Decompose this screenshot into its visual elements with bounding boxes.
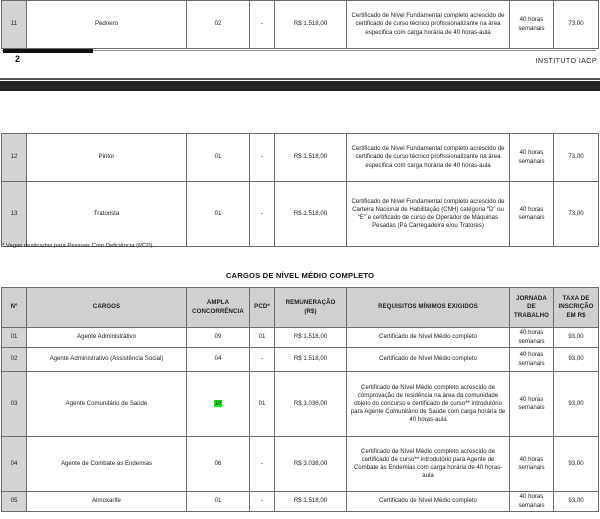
table-header-row xyxy=(2,288,599,328)
page-break-separator xyxy=(0,49,600,92)
header-taxa-line3: EM R$ xyxy=(566,311,586,319)
cell-taxa: 93,00 xyxy=(554,437,599,492)
cell-ampla: 09 xyxy=(187,328,250,348)
cell-taxa: 93,00 xyxy=(554,372,599,437)
cell-num: 11 xyxy=(2,1,27,49)
cell-requisitos: Certificado de Nível Médio completo xyxy=(347,348,510,372)
table-row xyxy=(2,328,599,348)
cell-requisitos: Certificado de Nível Médio completo acrescido de certificado de curso** introdutório para Agente de Combate às Endemias com carga horária de 40 horas-aula xyxy=(347,437,510,492)
header-remuneracao-line2: (R$) xyxy=(304,307,317,315)
header-jornada xyxy=(510,288,554,328)
header-ampla-line1: AMPLA xyxy=(206,299,230,307)
cell-ampla: 02 xyxy=(187,1,250,49)
page-number: 2 xyxy=(15,54,21,64)
institute-label: INSTITUTO IACP xyxy=(535,56,597,65)
header-jornada-line2: DE xyxy=(527,303,536,311)
cell-remuneracao: R$ 1.518,00 xyxy=(275,1,347,49)
cell-remuneracao: R$ 3.036,00 xyxy=(275,437,347,492)
cell-pcd: - xyxy=(250,492,275,512)
header-num: Nº xyxy=(2,288,27,328)
table-row xyxy=(2,134,599,182)
cell-taxa: 93,00 xyxy=(554,492,599,512)
cell-cargo: Pedreiro xyxy=(27,1,187,49)
cell-num: 05 xyxy=(2,492,27,512)
cell-pcd: - xyxy=(250,182,275,247)
cell-cargo: Agente Comunitário de Saúde xyxy=(27,372,187,437)
header-ampla-line2: CONCORRÊNCIA xyxy=(192,307,244,315)
page-footer-tab xyxy=(3,49,93,53)
cell-num: 13 xyxy=(2,182,27,247)
page-divider-thick xyxy=(0,81,600,91)
cell-cargo: Agente Administrativo xyxy=(27,328,187,348)
cell-cargo: Agente de Combate às Endemias xyxy=(27,437,187,492)
cell-pcd: - xyxy=(250,348,275,372)
cell-requisitos: Certificado de Nível Médio completo xyxy=(347,328,510,348)
pcd-footnote: * Vagas destinadas para Pessoas Com Deficiência (PCD). xyxy=(2,243,155,249)
header-remuneracao-line1: REMUNERAÇÃO xyxy=(285,299,336,307)
cell-jornada: 40 horas semanais xyxy=(510,134,554,182)
header-taxa-line1: TAXA DE xyxy=(562,295,590,303)
cell-taxa: 93,00 xyxy=(554,348,599,372)
cell-remuneracao: R$ 1.518,00 xyxy=(275,348,347,372)
cell-remuneracao: R$ 1.518,00 xyxy=(275,328,347,348)
cell-cargo: Almoxarife xyxy=(27,492,187,512)
table-block-fundamental-rows xyxy=(1,133,598,247)
cell-ampla-highlighted xyxy=(187,372,250,437)
cell-num: 04 xyxy=(2,437,27,492)
page-divider-thin xyxy=(0,78,600,80)
cell-jornada: 40 horas semanais xyxy=(510,1,554,49)
cell-ampla: 01 xyxy=(187,134,250,182)
table-row xyxy=(2,1,599,49)
cell-num: 01 xyxy=(2,328,27,348)
cargos-fundamental-table-tail xyxy=(1,0,599,49)
table-block-fundamental-continued xyxy=(1,0,598,49)
table-block-medio xyxy=(1,287,598,512)
cell-pcd: - xyxy=(250,134,275,182)
table-row xyxy=(2,437,599,492)
table-row xyxy=(2,348,599,372)
cargos-medio-table xyxy=(1,287,599,512)
cell-remuneracao: R$ 1.518,00 xyxy=(275,134,347,182)
cell-pcd: 01 xyxy=(250,372,275,437)
cell-num: 02 xyxy=(2,348,27,372)
table-row xyxy=(2,182,599,247)
cell-ampla: 01 xyxy=(187,182,250,247)
header-requisitos: REQUISITOS MÍNIMOS EXIGIDOS xyxy=(347,288,510,328)
cell-cargo: Pintor xyxy=(27,134,187,182)
header-ampla-concorrencia xyxy=(187,288,250,328)
cell-requisitos: Certificado de Nível Fundamental completo acrescido de certificado de curso técnico profissionalizante na área especifica com carga horária de 40 horas-aula xyxy=(347,1,510,49)
table-row xyxy=(2,492,599,512)
cell-requisitos: Certificado de Nível Fundamental completo acrescido de certificado de curso técnico profissionalizante na área especifica com carga horária de 40 horas-aula xyxy=(347,134,510,182)
table-row xyxy=(2,372,599,437)
cell-requisitos: Certificado de Nível Fundamental completo acrescido de Carteira Nacional de Habilitação (CNH) categoria “D” ou “E” e certificado de curso de Operador de Máquinas Pesadas (Pá Carregadeira e/ou Tratores) xyxy=(347,182,510,247)
header-remuneracao xyxy=(275,288,347,328)
cell-ampla: 06 xyxy=(187,437,250,492)
header-taxa xyxy=(554,288,599,328)
header-jornada-line1: JORNADA xyxy=(516,295,547,303)
cell-taxa: 73,00 xyxy=(554,1,599,49)
cell-taxa: 73,00 xyxy=(554,182,599,247)
cell-num: 12 xyxy=(2,134,27,182)
cell-jornada: 40 horas semanais xyxy=(510,372,554,437)
cell-taxa: 73,00 xyxy=(554,134,599,182)
header-cargos: CARGOS xyxy=(27,288,187,328)
cell-ampla: 01 xyxy=(187,492,250,512)
section-title: CARGOS DE NÍVEL MÉDIO COMPLETO xyxy=(225,271,375,280)
cargos-fundamental-table xyxy=(1,133,599,247)
header-pcd: PCD* xyxy=(250,288,275,328)
cell-cargo: Agente Administrativo (Assistência Social) xyxy=(27,348,187,372)
cell-jornada: 40 horas semanais xyxy=(510,437,554,492)
cell-requisitos: Certificado de Nível Médio completo acrescido de comprovação de residência na área da comunidade objeto do concurso e certificado de curso** introdutório para Agente Comunitário de Saúde com carga horária de 40 horas-aula xyxy=(347,372,510,437)
cell-cargo: Tratorista xyxy=(27,182,187,247)
cell-num: 03 xyxy=(2,372,27,437)
header-jornada-line3: TRABALHO xyxy=(514,311,549,319)
cell-pcd: - xyxy=(250,437,275,492)
cell-jornada: 40 horas semanais xyxy=(510,182,554,247)
cell-pcd: - xyxy=(250,1,275,49)
header-taxa-line2: INSCRIÇÃO xyxy=(558,303,594,311)
cell-jornada: 40 horas semanais xyxy=(510,328,554,348)
cell-ampla: 04 xyxy=(187,348,250,372)
cell-pcd: 01 xyxy=(250,328,275,348)
highlighted-vacancy-count: 10 xyxy=(214,399,222,407)
cell-remuneracao: R$ 3.036,00 xyxy=(275,372,347,437)
cell-remuneracao: R$ 1.518,00 xyxy=(275,492,347,512)
cell-jornada: 40 horas semanais xyxy=(510,492,554,512)
cell-taxa: 93,00 xyxy=(554,328,599,348)
cell-remuneracao: R$ 1.518,00 xyxy=(275,182,347,247)
cell-jornada: 40 horas semanais xyxy=(510,348,554,372)
cell-requisitos: Certificado de Nível Médio completo xyxy=(347,492,510,512)
